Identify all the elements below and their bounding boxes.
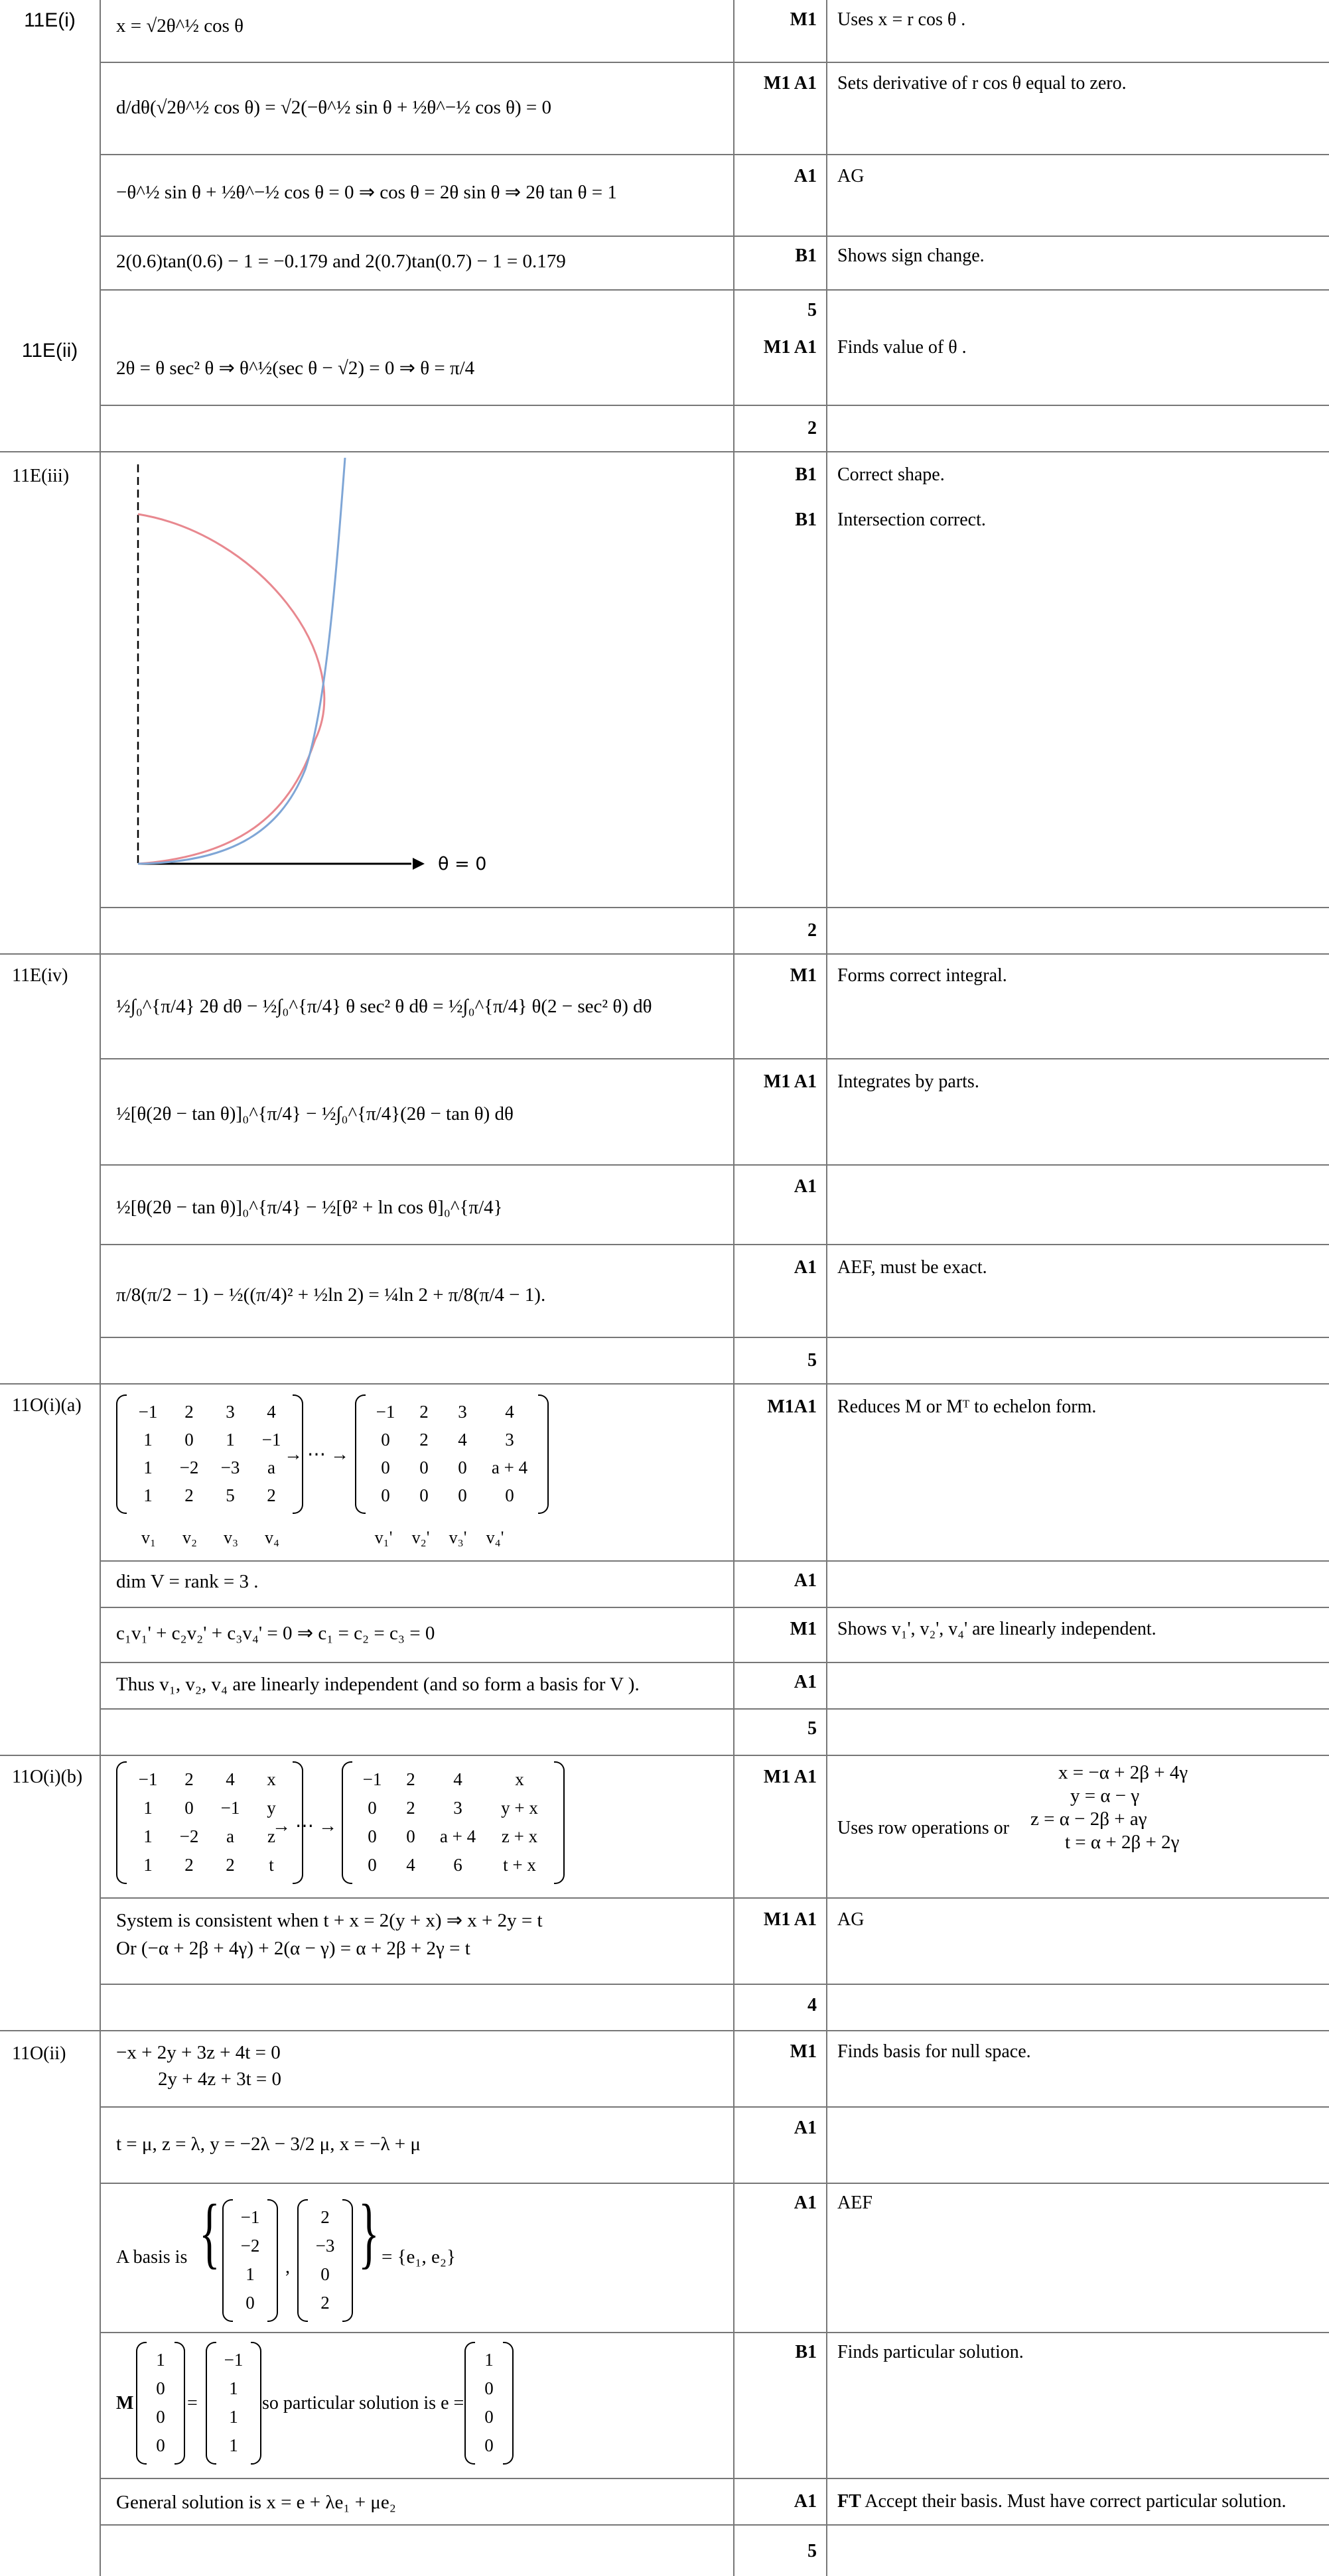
matrix-M: M [116,2393,134,2413]
marks: A1 [794,166,817,186]
working-line: π/8(π/2 − 1) − ½((π/4)² + ½ln 2) = ¼ln 2 + π/8(π/4 − 1). [116,1284,546,1306]
axis-arrow-icon [413,858,425,870]
marks: A1 [794,1570,817,1591]
row-rule [100,236,1329,237]
row-rule [100,2332,1329,2333]
working-line: x = √2θ^½ cos θ [116,15,244,36]
vector-result: −1 1 1 1 [206,2342,261,2465]
marks: A1 [794,1672,817,1692]
equation: x = −α + 2β + 4γ [1058,1762,1188,1783]
marks: M1 [790,2041,817,2062]
particular-text: so particular solution is e = [262,2393,464,2413]
marks: M1 [790,9,817,30]
marks: A1 [794,2491,817,2512]
comment: Forms correct integral. [837,965,1007,986]
vector-labels-right: v₁' v₂' v₃' v₄' [374,1528,504,1547]
marks: M1 A1 [763,1909,817,1930]
marks: M1 A1 [763,1767,817,1787]
comment: AG [837,1909,865,1930]
comment: AEF [837,2193,873,2213]
comment: Shows v₁', v₂', v₄' are linearly independent. [837,1619,1156,1639]
row-rule [100,1984,1329,1985]
marks: B1 [795,509,817,530]
comment: Uses x = r cos θ . [837,9,966,30]
comment: Finds value of θ . [837,337,967,358]
col-rule-2 [733,0,734,2576]
row-rule [100,2524,1329,2526]
marks: M1A1 [767,1396,817,1417]
row-rule [100,1897,1329,1899]
mark-total: 5 [807,300,817,320]
row-rule [100,1058,1329,1059]
working-line: 2(0.6)tan(0.6) − 1 = −0.179 and 2(0.7)tan(0.7) − 1 = 0.179 [116,251,566,272]
working-line: General solution is x = e + λe₁ + μe₂ [116,2492,396,2513]
question-id: 11E(iv) [12,965,68,986]
question-id: 11E(i) [24,9,76,31]
question-id: 11E(iii) [12,466,70,486]
brace-open: { [199,2188,220,2276]
row-rule [100,289,1329,291]
marks: A1 [794,1176,817,1197]
col-rule-1 [100,0,101,2576]
row-rule [100,62,1329,63]
comment: Uses row operations or [837,1818,1009,1838]
equation: t = α + 2β + 2γ [1065,1832,1180,1853]
working-line: d/dθ(√2θ^½ cos θ) = √2(−θ^½ sin θ + ½θ^−½ cos θ) = 0 [116,97,552,118]
comment: Reduces M or Mᵀ to echelon form. [837,1396,1097,1417]
col-rule-3 [826,0,827,2576]
working-line: dim V = rank = 3 . [116,1571,259,1592]
marks: B1 [795,245,817,266]
curve-spiral [138,458,345,864]
mark-total: 5 [807,2541,817,2561]
basis-vector-1: −1 −2 1 0 [222,2199,278,2322]
working-line: −θ^½ sin θ + ½θ^−½ cos θ = 0 ⇒ cos θ = 2θ sin θ ⇒ 2θ tan θ = 1 [116,182,617,203]
mark-total: 2 [807,418,817,439]
comment: Sets derivative of r cos θ equal to zero. [837,73,1127,94]
marks: M1 [790,965,817,986]
question-id: 11E(ii) [21,340,78,362]
question-rule [0,451,1329,452]
working-line: 2y + 4z + 3t = 0 [158,2068,281,2090]
comment [837,2491,1286,2512]
working-line: c₁v₁' + c₂v₂' + c₃v₄' = 0 ⇒ c₁ = c₂ = c₃ = 0 [116,1623,435,1644]
working-line: ½[θ(2θ − tan θ)]₀^{π/4} − ½[θ² + ln cos θ]₀^{π/4} [116,1197,503,1218]
brace-close: } [358,2188,380,2276]
comment: Correct shape. [837,464,945,485]
augmented-matrix-left: −1 2 4 x 1 0 −1 y 1 −2 a z 1 2 2 t [116,1761,303,1884]
mark-total: 2 [807,920,817,941]
matrix-left: −1 2 3 4 1 0 1 −1 1 −2 −3 a 1 2 5 2 [116,1394,303,1514]
working-line: ½[θ(2θ − tan θ)]₀^{π/4} − ½∫₀^{π/4}(2θ − tan θ) dθ [116,1103,514,1124]
vector-labels-left: v₁ v₂ v₃ v₄ [141,1528,280,1547]
marks: A1 [794,2193,817,2213]
row-rule [100,1662,1329,1663]
row-rule [100,405,1329,406]
working-line: Or (−α + 2β + 4γ) + 2(α − γ) = α + 2β + 2γ = t [116,1938,470,1959]
question-id: 11O(i)(a) [12,1395,82,1416]
row-rule [100,1164,1329,1166]
row-rule [100,2106,1329,2108]
working-line: t = μ, z = λ, y = −2λ − 3/2 μ, x = −λ + μ [116,2134,421,2155]
vector-e: 1 0 0 0 [464,2342,514,2465]
vector-v: 1 0 0 0 [136,2342,185,2465]
augmented-matrix-right: −1 2 4 x 0 2 3 y + x 0 0 a + 4 z + x 0 4 6 t + x [342,1761,565,1884]
comment: AG [837,166,865,186]
equation: y = α − γ [1070,1785,1140,1806]
marks: A1 [794,2118,817,2138]
basis-vector-2: 2 −3 0 2 [297,2199,353,2322]
question-rule [0,953,1329,955]
working-line: −x + 2y + 3z + 4t = 0 [116,2042,281,2063]
row-rule [100,154,1329,155]
comment: Intersection correct. [837,509,986,530]
marks: M1 A1 [763,337,817,358]
question-rule [0,2030,1329,2031]
question-rule [0,1755,1329,1756]
equation: z = α − 2β + aγ [1030,1808,1147,1830]
comment: AEF, must be exact. [837,1257,987,1278]
row-rule [100,2478,1329,2479]
marks: B1 [795,464,817,485]
marks: M1 A1 [763,73,817,94]
basis-suffix: = {e₁, e₂} [382,2246,456,2268]
question-rule [0,1383,1329,1385]
curve-circle [138,514,324,864]
working-line: 2θ = θ sec² θ ⇒ θ^½(sec θ − √2) = 0 ⇒ θ = π/4 [116,358,475,379]
basis-prefix: A basis is [116,2247,188,2268]
mark-total: 4 [807,1995,817,2015]
mark-total: 5 [807,1718,817,1739]
working-line: Thus v₁, v₂, v₄ are linearly independent (and so form a basis for V ). [116,1674,640,1695]
comment: Finds particular solution. [837,2342,1024,2362]
row-rule [100,907,1329,908]
question-id: 11O(ii) [12,2043,66,2064]
question-id: 11O(i)(b) [12,1767,83,1787]
row-rule [100,1708,1329,1710]
comment: Finds basis for null space. [837,2041,1031,2062]
marks: M1 [790,1619,817,1639]
equals: = [187,2393,198,2413]
comment: Shows sign change. [837,245,985,266]
comment-text: Accept their basis. Must have correct particular solution. [861,2491,1287,2512]
marks: M1 A1 [763,1071,817,1092]
arrow: → ⋯ → [284,1444,349,1465]
comma: , [285,2257,290,2277]
axis-label: θ = 0 [438,854,487,874]
working-line: System is consistent when t + x = 2(y + x) ⇒ x + 2y = t [116,1910,543,1931]
marks: A1 [794,1257,817,1278]
row-rule [100,1607,1329,1608]
working-line: ½∫₀^{π/4} 2θ dθ − ½∫₀^{π/4} θ sec² θ dθ = ½∫₀^{π/4} θ(2 − sec² θ) dθ [116,996,652,1017]
row-rule [100,1337,1329,1338]
matrix-right: −1 2 3 4 0 2 4 3 0 0 0 a + 4 0 0 0 0 [355,1394,549,1514]
polar-curves-sketch [126,458,498,882]
arrow: → ⋯ → [272,1816,337,1836]
row-rule [100,2183,1329,2184]
comment: Integrates by parts. [837,1071,979,1092]
row-rule [100,1560,1329,1562]
marks: B1 [795,2342,817,2362]
row-rule [100,1244,1329,1245]
mark-total: 5 [807,1350,817,1371]
ft-label: FT [837,2491,861,2512]
